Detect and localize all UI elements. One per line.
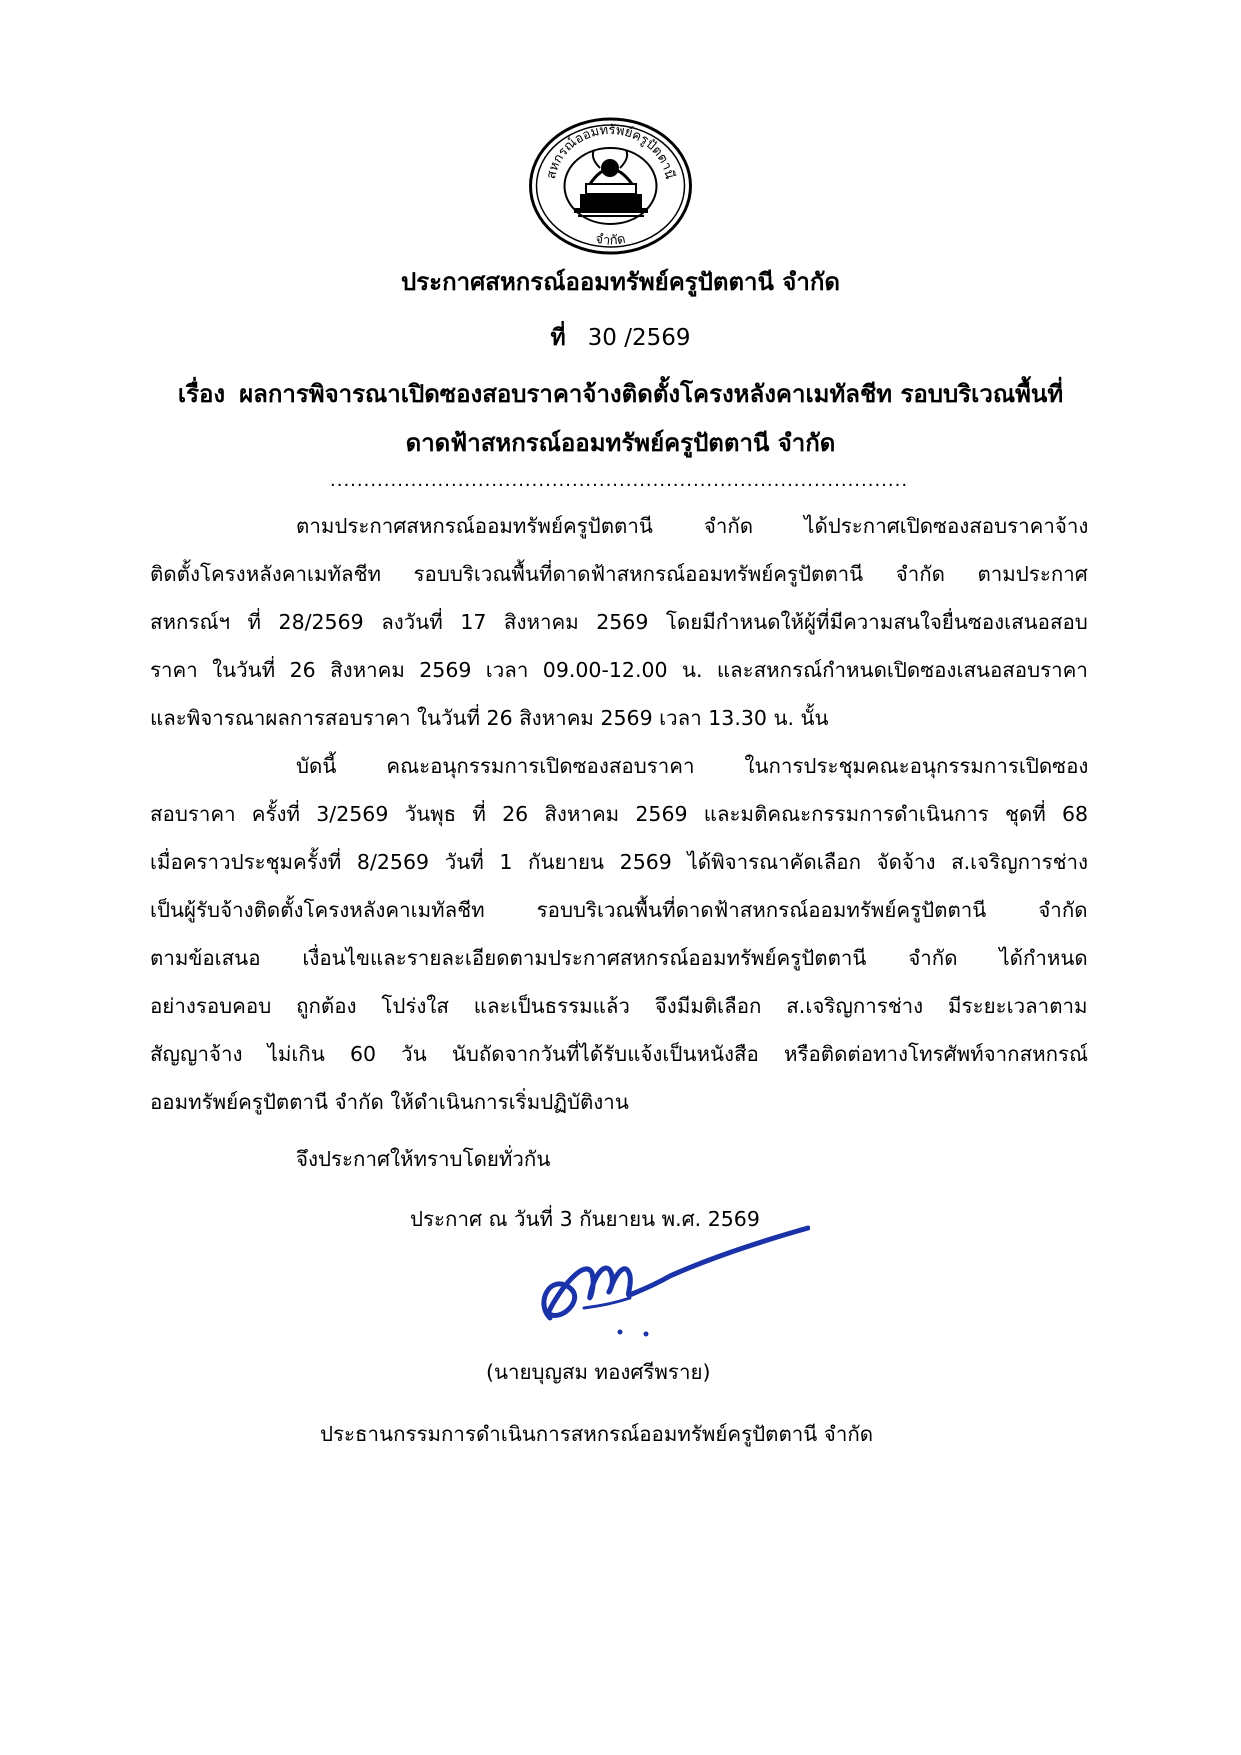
svg-text:จำกัด: จำกัด bbox=[594, 231, 627, 249]
subject-text-1: ผลการพิจารณาเปิดซองสอบราคาจ้างติดตั้งโครงหลังคาเมทัลชีท รอบบริเวณพื้นที่ bbox=[239, 380, 1064, 408]
paragraph2-line: เป็นผู้รับจ้างติดตั้งโครงหลังคาเมทัลชีท รอบบริเวณพื้นที่ดาดฟ้าสหกรณ์ออมทรัพย์ครูปัตตานี จำกัด bbox=[150, 898, 1088, 922]
cooperative-seal-logo bbox=[528, 116, 693, 256]
paragraph2-line: สอบราคา ครั้งที่ 3/2569 วันพุธ ที่ 26 สิงหาคม 2569 และมติคณะกรรมการดำเนินการ ชุดที่ 68 bbox=[150, 802, 1089, 826]
signer-name: (นายบุญสม ทองศรีพราย) bbox=[486, 1360, 711, 1384]
announcement-number bbox=[0, 320, 1241, 356]
announcement-date: ประกาศ ณ วันที่ 3 กันยายน พ.ศ. 2569 bbox=[410, 1207, 760, 1231]
paragraph2-line: บัดนี้ คณะอนุกรรมการเปิดซองสอบราคา ในการประชุมคณะอนุกรรมการเปิดซอง bbox=[296, 754, 1089, 778]
paragraph1-line: ติดตั้งโครงหลังคาเมทัลชีท รอบบริเวณพื้นที่ดาดฟ้าสหกรณ์ออมทรัพย์ครูปัตตานี จำกัด ตามประกาศ bbox=[150, 562, 1088, 586]
paragraph1-line: และพิจารณาผลการสอบราคา ในวันที่ 26 สิงหาคม 2569 เวลา 13.30 น. นั้น bbox=[150, 706, 829, 730]
closing-statement: จึงประกาศให้ทราบโดยทั่วกัน bbox=[296, 1147, 551, 1171]
subject-label: เรื่อง bbox=[177, 380, 226, 408]
announcement-title: ประกาศสหกรณ์ออมทรัพย์ครูปัตตานี จำกัด bbox=[401, 268, 840, 296]
subject-line-2: ดาดฟ้าสหกรณ์ออมทรัพย์ครูปัตตานี จำกัด bbox=[405, 429, 836, 457]
svg-text:สหกรณ์ออมทรัพย์ครูปัตตานี: สหกรณ์ออมทรัพย์ครูปัตตานี bbox=[544, 122, 677, 181]
divider-dots: ...................................................................................... bbox=[330, 470, 909, 490]
paragraph2-line: อย่างรอบคอบ ถูกต้อง โปร่งใส และเป็นธรรมแล้ว จึงมีมติเลือก ส.เจริญการช่าง มีระยะเวลาตาม bbox=[150, 994, 1088, 1018]
paragraph2-line: สัญญาจ้าง ไม่เกิน 60 วัน นับถัดจากวันที่ได้รับแจ้งเป็นหนังสือ หรือติดต่อทางโทรศัพท์จากสหกรณ์ bbox=[150, 1042, 1089, 1066]
number-label: ที่ bbox=[550, 325, 566, 351]
paragraph2-line: ออมทรัพย์ครูปัตตานี จำกัด ให้ดำเนินการเริ่มปฏิบัติงาน bbox=[150, 1090, 629, 1114]
paragraph1-line: ตามประกาศสหกรณ์ออมทรัพย์ครูปัตตานี จำกัด ได้ประกาศเปิดซองสอบราคาจ้าง bbox=[296, 514, 1089, 538]
number-value: 30 /2569 bbox=[587, 325, 691, 351]
signature-image bbox=[530, 1218, 810, 1338]
paragraph1-line: สหกรณ์ฯ ที่ 28/2569 ลงวันที่ 17 สิงหาคม 2569 โดยมีกำหนดให้ผู้ที่มีความสนใจยื่นซองเสนอสอบ bbox=[150, 610, 1088, 634]
paragraph1-line: ราคา ในวันที่ 26 สิงหาคม 2569 เวลา 09.00-12.00 น. และสหกรณ์กำหนดเปิดซองเสนอสอบราคา bbox=[150, 658, 1088, 682]
paragraph2-line: เมื่อคราวประชุมครั้งที่ 8/2569 วันที่ 1 กันยายน 2569 ได้พิจารณาคัดเลือก จัดจ้าง ส.เจริญการช่าง bbox=[150, 850, 1089, 874]
paragraph2-line: ตามข้อเสนอ เงื่อนไขและรายละเอียดตามประกาศสหกรณ์ออมทรัพย์ครูปัตตานี จำกัด ได้กำหนด bbox=[150, 946, 1088, 970]
subject-line-1 bbox=[0, 374, 1241, 413]
signer-position: ประธานกรรมการดำเนินการสหกรณ์ออมทรัพย์ครูปัตตานี จำกัด bbox=[320, 1422, 874, 1446]
